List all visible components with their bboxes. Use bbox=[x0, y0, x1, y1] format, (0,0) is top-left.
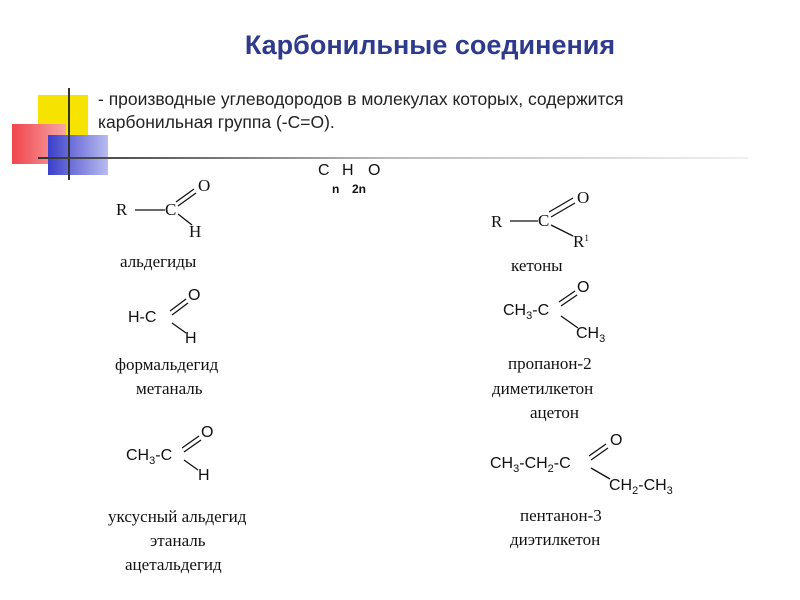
page-title: Карбонильные соединения bbox=[244, 30, 616, 60]
formaldehyde-hc: H-C bbox=[128, 309, 157, 326]
ketones-label: кетоны bbox=[511, 256, 563, 275]
aldehyde-r: R bbox=[116, 200, 128, 219]
acetaldehyde-o: O bbox=[201, 424, 214, 441]
aldehyde-c: C bbox=[165, 200, 177, 219]
acetone-right: $CH_3$ bbox=[576, 325, 606, 345]
ethanal-name: этаналь bbox=[150, 531, 206, 550]
formula-2n: 2n bbox=[352, 182, 367, 196]
diethylketone-name: диэтилкетон bbox=[510, 530, 601, 549]
formaldehyde-name: формальдегид bbox=[115, 355, 219, 374]
acetaldehyde-left: $CH_3-C$ bbox=[126, 447, 173, 467]
formaldehyde-h: H bbox=[185, 330, 197, 347]
pentanone-left: $CH_3-CH_2-C$ bbox=[490, 455, 571, 475]
aldehyde-h: H bbox=[189, 222, 202, 241]
acetaldehyde-h: H bbox=[198, 467, 210, 484]
acetone-left: $CH_3-C$ bbox=[503, 302, 550, 322]
aldehydes-label: альдегиды bbox=[120, 252, 197, 271]
acetone-name: ацетон bbox=[530, 403, 579, 422]
formula-h: Н bbox=[342, 162, 354, 179]
aldehyde-o: O bbox=[198, 176, 211, 195]
acetone-o: O bbox=[577, 279, 590, 296]
dimethylketone-name: диметилкетон bbox=[492, 379, 594, 398]
formula-n: n bbox=[332, 182, 340, 196]
definition-text: - производные углеводородов в молекулах которых, содержится карбонильная группа (-С=О). bbox=[98, 89, 624, 132]
ketone-r1: $R^1$ bbox=[573, 232, 589, 251]
ketone-o: O bbox=[577, 188, 590, 207]
pentanone-right: $CH_2-CH_3$ bbox=[609, 477, 673, 497]
pentanone-name: пентанон-3 bbox=[520, 506, 602, 525]
ketone-c: C bbox=[538, 211, 550, 230]
ketone-r: R bbox=[491, 212, 503, 231]
formula-c: С bbox=[318, 162, 330, 179]
formaldehyde-o: O bbox=[188, 287, 201, 304]
acetaldehyde-name: ацетальдегид bbox=[125, 555, 222, 574]
propanone-name: пропанон-2 bbox=[508, 354, 592, 373]
pentanone-o: O bbox=[610, 432, 623, 449]
acetic-aldehyde-name: уксусный альдегид bbox=[108, 507, 247, 526]
methanal-name: метаналь bbox=[136, 379, 203, 398]
formula-o: О bbox=[368, 162, 381, 179]
